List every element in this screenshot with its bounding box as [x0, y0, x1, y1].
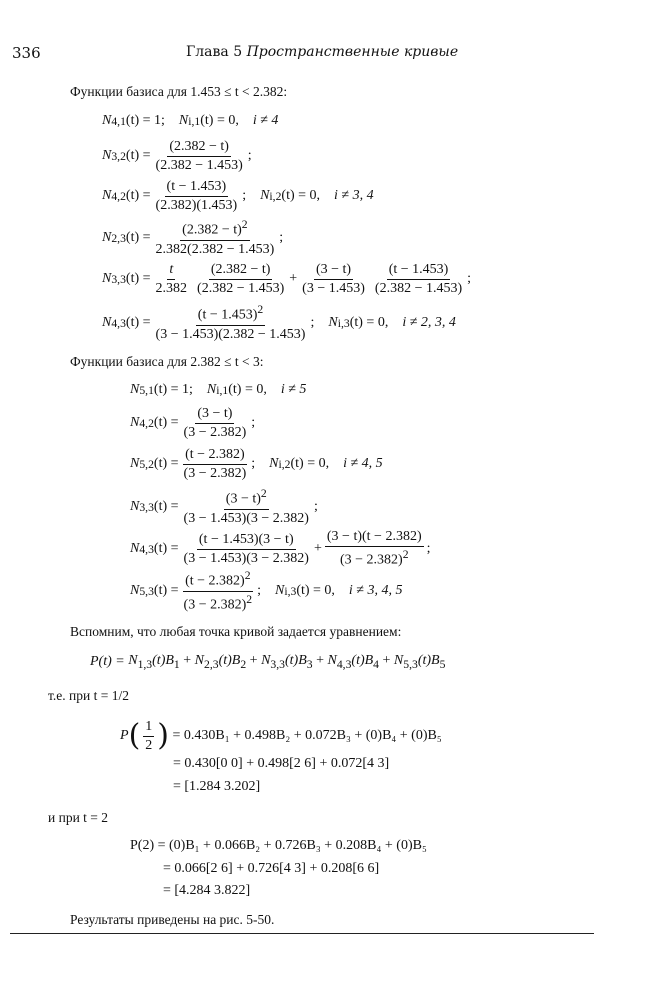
- example-half-line3: = [1.284 3.202]: [173, 779, 261, 794]
- example-half-intro: т.е. при t = 1/2: [48, 688, 129, 703]
- closing-text: Результаты приведены на рис. 5-50.: [70, 912, 275, 927]
- equation-s1-l4: N 2,3 (t) = $\frac{(2.382 - t)^2}{2.382(2.382 - 1.453)}$ ;: [102, 218, 284, 257]
- footer-rule: [10, 933, 594, 934]
- equation-s2-l5: N 4,3 (t) = $\frac{(t - 1.453)(3 - t)}{(3 - 1.453)(3 - 2.382)}$ + $\frac{(3 - t)(t - 2.382)}{(3 - 2.382)^2}$ ;: [130, 529, 431, 568]
- equation-s1-l5: N 3,3 (t) = $\frac{t}{2.382}$ $\frac{(2.382 - t)}{(2.382 - 1.453)}$ + $\frac{(3 - t)}{(3 - 1.453)}$ $\frac{(t - 1.453)}{(2.382 - 1.453)}$ ;: [102, 261, 472, 296]
- equation-s2-l3: N 5,2 (t) = $\frac{(t - 2.382)}{(3 - 2.382)}$ ; N i,2 (t) = 0, i ≠ 4, 5: [130, 446, 383, 481]
- chapter-label: Глава 5: [186, 44, 243, 60]
- page-number: 336: [12, 44, 41, 62]
- example-half-line2: = 0.430[0 0] + 0.498[2 6] + 0.072[4 3]: [173, 756, 390, 771]
- equation-s1-l3: N 4,2 (t) = $\frac{(t - 1.453)}{(2.382)(1.453)}$ ; N i,2 (t) = 0, i ≠ 3, 4: [102, 178, 374, 213]
- curve-equation: P(t) = $N_{1,3}(t)B_1$ + $N_{2,3}(t)B_2$ + $N_{3,3}(t)B_3$ + $N_{4,3}(t)B_4$ + $N_{5,3}(t)B_5$: [90, 653, 446, 671]
- example-two-line2: = 0.066[2 6] + 0.726[4 3] + 0.208[6 6]: [163, 861, 380, 876]
- equation-s2-l2: N 4,2 (t) = $\frac{(3 - t)}{(3 - 2.382)}$ ;: [130, 405, 256, 440]
- recall-text: Вспомним, что любая точка кривой задается уравнением:: [70, 624, 402, 639]
- chapter-title: Пространственные кривые: [246, 44, 459, 60]
- running-header: [186, 44, 458, 60]
- equation-s1-l6: N 4,3 (t) = $\frac{(t - 1.453)^2}{(3 - 1.453)(2.382 - 1.453)}$ ; N i,3 (t) = 0, i ≠ 2, 3, 4: [102, 303, 456, 342]
- example-two-intro: и при t = 2: [48, 810, 109, 825]
- equation-s2-l6: N 5,3 (t) = $\frac{(t - 2.382)^2}{(3 - 2.382)^2}$ ; N i,3 (t) = 0, i ≠ 3, 4, 5: [130, 568, 403, 613]
- basis-intro-2: Функции базиса для 2.382 ≤ t < 3:: [70, 354, 264, 369]
- example-two-line3: = [4.284 3.822]: [163, 883, 251, 898]
- basis-intro-1: Функции базиса для 1.453 ≤ t < 2.382:: [70, 84, 288, 99]
- equation-s1-l1: N 4,1 (t) = 1; N i,1 (t) = 0, i ≠ 4: [102, 113, 279, 128]
- equation-s1-l2: N 3,2 (t) = $\frac{(2.382 - t)}{(2.382 - 1.453)}$ ;: [102, 138, 252, 173]
- equation-s2-l1: N 5,1 (t) = 1; N i,1 (t) = 0, i ≠ 5: [130, 382, 307, 397]
- example-two-line1: P(2) = (0)B₁ + 0.066B₂ + 0.726B₃ + 0.208B₄ + (0)B₅: [130, 838, 427, 853]
- example-half-line1: P ( $\frac{1}{2}$ ) = 0.430B₁ + 0.498B₂ + 0.072B₃ + (0)B₄ + (0)B₅: [120, 718, 442, 753]
- equation-s2-l4: N 3,3 (t) = $\frac{(3 - t)^2}{(3 - 1.453)(3 - 2.382)}$ ;: [130, 487, 318, 526]
